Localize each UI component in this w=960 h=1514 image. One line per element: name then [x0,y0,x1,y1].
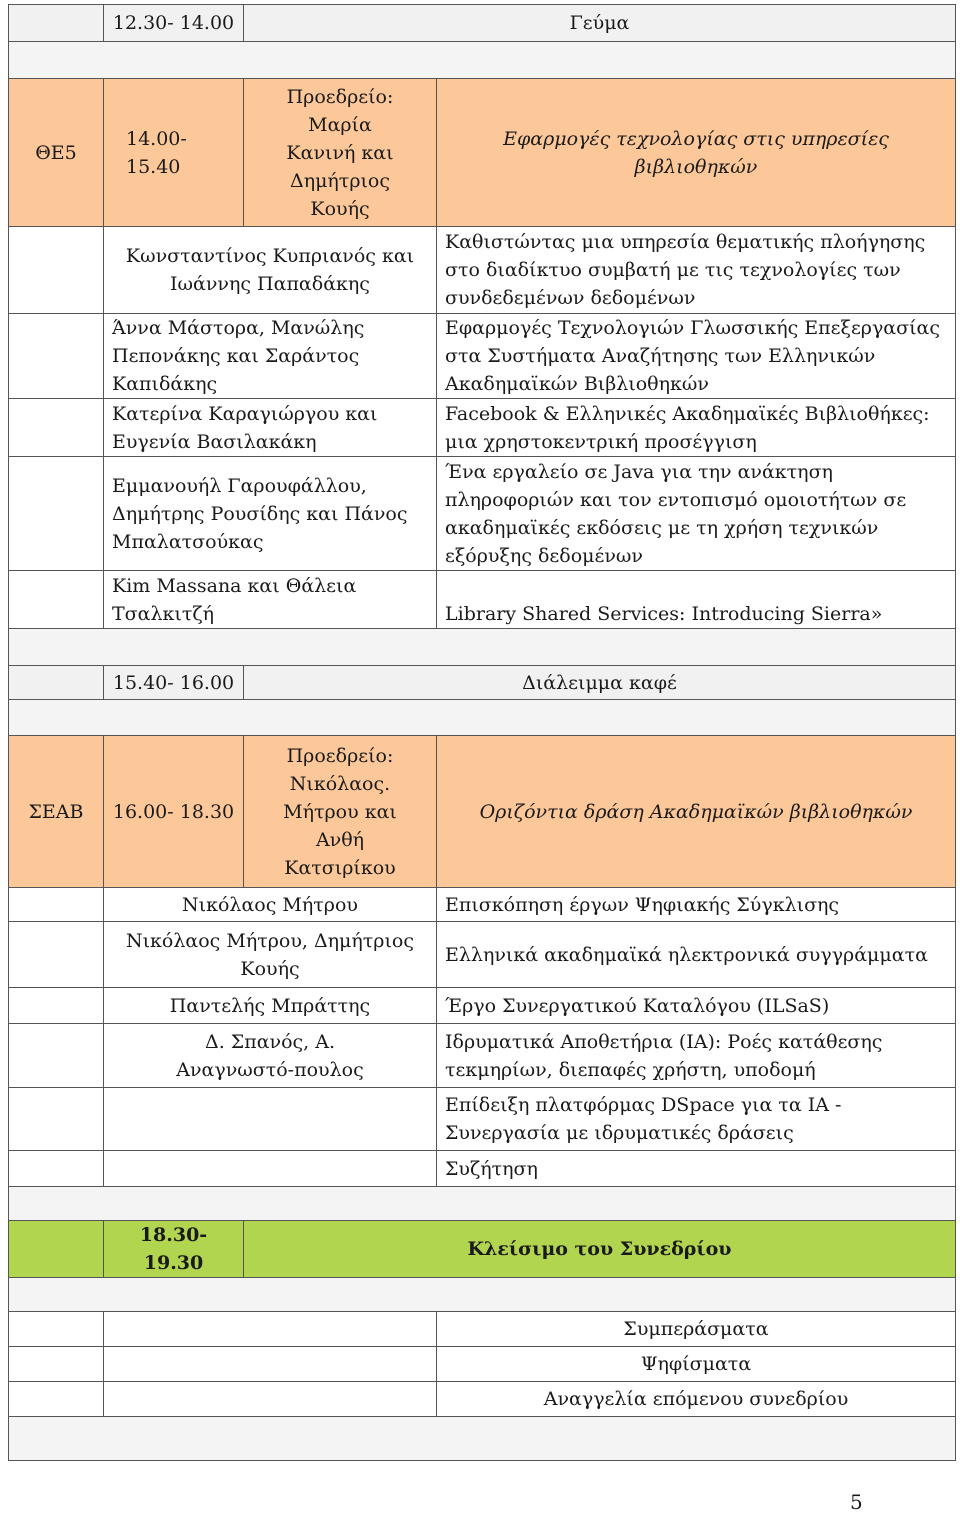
talk-title: Επισκόπηση έργων Ψηφιακής Σύγκλισης [437,888,956,922]
spacer-row [9,700,956,736]
talk-row [9,1088,956,1151]
talk-title: Ιδρυματικά Αποθετήρια (ΙΑ): Ροές κατάθεσης τεκμηρίων, διεπαφές χρήστη, υποδομή [437,1024,956,1088]
chair-line: Δημήτριος [289,169,391,192]
talk-title: Καθιστώντας μια υπηρεσία θεματικής πλοήγησης στο διαδίκτυο συμβατή με τις τεχνολογίες των συνδεδεμένων δεδομένων [437,227,956,314]
lunch-time: 12.30- 14.00 [104,5,244,42]
lunch-title: Γεύμα [244,5,956,42]
closing-item-row [9,1382,956,1417]
session-header-the5 [9,79,956,227]
talk-authors: Νικόλαος Μήτρου [104,888,437,922]
talk-row [9,227,956,314]
session-chair [244,736,437,888]
closing-row [9,1221,956,1278]
chair-line: Κανινή και [286,141,394,164]
chair-line: Κουής [310,197,370,220]
talk-authors: Παντελής Μπράττης [104,988,437,1024]
session-title: Οριζόντια δράση Ακαδημαϊκών βιβλιοθηκών [437,736,956,888]
page-number: 5 [850,1490,863,1514]
talk-title: Ένα εργαλείο σε Java για την ανάκτηση πληροφοριών και τον εντοπισμό ομοιοτήτων σε ακαδημαϊκές εκδόσεις με τη χρήση τεχνικών εξόρυξης δεδομένων [437,457,956,571]
talk-row [9,922,956,988]
talk-row [9,314,956,399]
spacer-row [9,1278,956,1312]
spacer-row [9,1187,956,1221]
spacer-row [9,1417,956,1461]
session-chair [244,79,437,227]
schedule-table [8,4,956,1461]
talk-authors: Κατερίνα Καραγιώργου και Ευγενία Βασιλακάκη [104,399,437,457]
talk-title: Facebook & Ελληνικές Ακαδημαϊκές Βιβλιοθήκες: μια χρηστοκεντρική προσέγγιση [437,399,956,457]
closing-item-row [9,1312,956,1347]
talk-row [9,1024,956,1088]
talk-row [9,399,956,457]
coffee-title: Διάλειμμα καφέ [244,666,956,700]
chair-line: Μαρία [308,113,372,136]
talk-row [9,571,956,629]
talk-title: Library Shared Services: Introducing Sierra» [437,571,956,629]
talk-authors: Δ. Σπανός, Α. Αναγνωστό-πουλος [104,1024,437,1088]
session-code: ΣΕΑΒ [9,736,104,888]
closing-item: Αναγγελία επόμενου συνεδρίου [437,1382,956,1417]
talk-row [9,1151,956,1187]
talk-row [9,988,956,1024]
chair-line: Προεδρείο: [286,744,394,767]
coffee-row [9,666,956,700]
talk-title: Ελληνικά ακαδημαϊκά ηλεκτρονικά συγγράμματα [437,922,956,988]
session-time: 16.00- 18.30 [104,736,244,888]
lunch-row [9,5,956,42]
talk-title: Συζήτηση [437,1151,956,1187]
closing-time: 18.30-19.30 [104,1221,244,1278]
talk-row [9,888,956,922]
spacer-row [9,42,956,79]
chair-line: Μήτρου και [283,800,397,823]
talk-authors: Κωνσταντίνος Κυπριανός και Ιωάννης Παπαδάκης [104,227,437,314]
talk-authors: Kim Massana και Θάλεια Τσαλκιτζή [104,571,437,629]
chair-line: Προεδρείο: [286,85,394,108]
chair-line: Ανθή [315,828,365,851]
talk-title: Επίδειξη πλατφόρμας DSpace για τα ΙΑ - Συνεργασία με ιδρυματικές δράσεις [437,1088,956,1151]
closing-title: Κλείσιμο του Συνεδρίου [244,1221,956,1278]
closing-item: Ψηφίσματα [437,1347,956,1382]
talk-authors: Νικόλαος Μήτρου, Δημήτριος Κουής [104,922,437,988]
coffee-time: 15.40- 16.00 [104,666,244,700]
session-time: 14.00- 15.40 [104,79,244,227]
chair-line: Νικόλαος. [289,772,391,795]
closing-item-row [9,1347,956,1382]
closing-item: Συμπεράσματα [437,1312,956,1347]
talk-authors: Εμμανουήλ Γαρουφάλλου, Δημήτρης Ρουσίδης και Πάνος Μπαλατσούκας [104,457,437,571]
talk-title: Έργο Συνεργατικού Καταλόγου (ILSaS) [437,988,956,1024]
chair-line: Κατσιρίκου [284,856,396,879]
session-header-seab [9,736,956,888]
session-code: ΘΕ5 [9,79,104,227]
session-title: Εφαρμογές τεχνολογίας στις υπηρεσίες βιβλιοθηκών [437,79,956,227]
talk-title: Εφαρμογές Τεχνολογιών Γλωσσικής Επεξεργασίας στα Συστήματα Αναζήτησης των Ελληνικών Ακαδημαϊκών Βιβλιοθηκών [437,314,956,399]
talk-authors: Άννα Μάστορα, Μανώλης Πεπονάκης και Σαράντος Καπιδάκης [104,314,437,399]
talk-row [9,457,956,571]
spacer-row [9,629,956,666]
